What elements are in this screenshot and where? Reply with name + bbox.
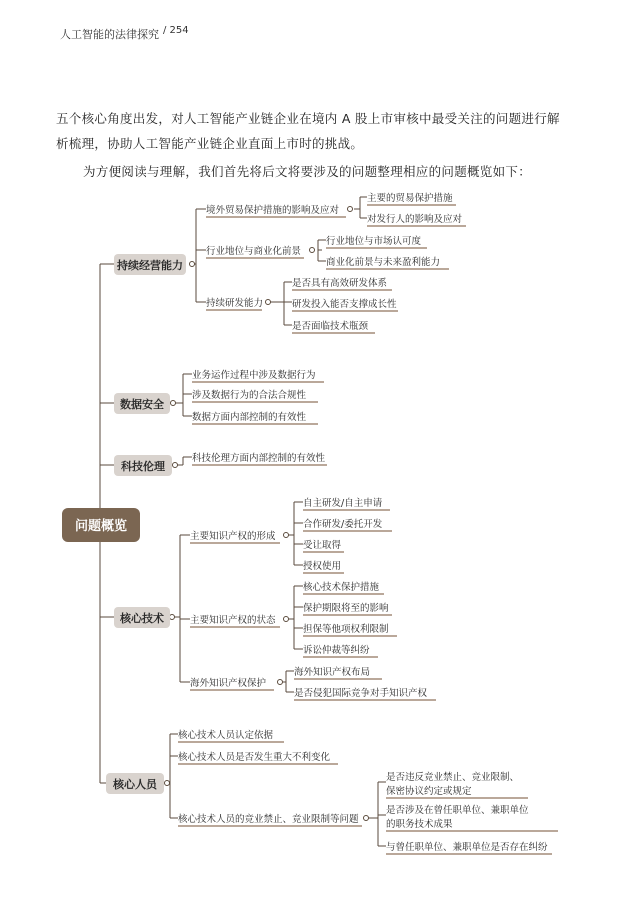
page-number: / 254: [163, 25, 189, 36]
leaf-personnel-basis: 核心技术人员认定依据: [178, 730, 274, 741]
leaf-cooperative-rd: 合作研发/委托开发: [303, 519, 383, 530]
leaf-expiring-protection: 保护期限将至的影响: [303, 603, 389, 614]
leaf-protection-measures: 核心技术保护措施: [303, 582, 380, 593]
leaf-personnel-change: 核心技术人员是否发生重大不利变化: [178, 752, 331, 763]
leaf-data-internal-control: 数据方面内部控制的有效性: [192, 412, 307, 423]
leaf-data-behavior: 业务运作过程中涉及数据行为: [192, 370, 316, 381]
leaf-rd-investment: 研发投入能否支撑成长性: [292, 299, 397, 310]
leaf-licensed-use: 授权使用: [303, 561, 342, 572]
leaf-impact-response: 对发行人的影响及应对: [367, 214, 463, 225]
leaf-labels: [178, 192, 548, 853]
branch-label-tech-ethics: 科技伦理: [121, 460, 165, 473]
intro-line-1: 五个核心角度出发，对人工智能产业链企业在境内 A 股上市审核中最受关注的问题进行解: [56, 111, 560, 126]
branch-label-core-technology: 核心技术: [120, 612, 164, 625]
running-header-title: 人工智能的法律探究: [60, 28, 159, 41]
leaf-assignment: 受让取得: [303, 540, 342, 551]
leaf-commercial-prospect: 商业化前景与未来盈利能力: [326, 257, 441, 268]
leaf-self-developed: 自主研发/自主申请: [303, 498, 383, 509]
sub-overseas-ip: 海外知识产权保护: [190, 678, 267, 689]
branch-label-sustainable-operation: 持续经营能力: [117, 259, 183, 272]
intro-line-3: 为方便阅读与理解，我们首先将后文将要涉及的问题整理相应的问题概览如下：: [83, 164, 532, 179]
leaf-encumbrance: 担保等他项权利限制: [303, 624, 389, 635]
leaf-service-invention-line1: 是否涉及在曾任职单位、兼职单位: [386, 805, 529, 816]
leaf-ethics-internal-control: 科技伦理方面内部控制的有效性: [192, 453, 326, 464]
leaf-service-invention-line2: 的职务技术成果: [386, 819, 453, 830]
leaf-violation-line1: 是否违反竞业禁止、竞业限制、: [386, 772, 520, 783]
branch-label-core-personnel: 核心人员: [113, 778, 157, 791]
sub-rd-capability: 持续研发能力: [206, 298, 264, 309]
leaf-litigation: 诉讼仲裁等纠纷: [303, 645, 370, 656]
branch-sustainable-operation: [114, 254, 186, 275]
leaf-main-measures: 主要的贸易保护措施: [367, 193, 453, 204]
branch-core-personnel: [106, 773, 164, 794]
root-label: 问题概览: [74, 519, 128, 534]
sub-non-compete: 核心技术人员的竞业禁止、竞业限制等问题: [178, 814, 359, 825]
leaf-data-compliance: 涉及数据行为的合法合规性: [192, 390, 307, 401]
leaf-rd-system: 是否具有高效研发体系: [292, 278, 388, 289]
sub-ip-formation: 主要知识产权的形成: [190, 531, 276, 542]
intro-line-2: 析梳理，协助人工智能产业链企业直面上市时的挑战。: [56, 136, 364, 151]
leaf-violation-line2: 保密协议约定或规定: [386, 786, 472, 797]
branch-tech-ethics: [114, 455, 172, 476]
leaf-tech-bottleneck: 是否面临技术瓶颈: [292, 321, 369, 332]
sub-ip-status: 主要知识产权的状态: [190, 615, 276, 626]
sub-industry-position: 行业地位与商业化前景: [206, 246, 302, 257]
branch-core-technology: [114, 607, 170, 628]
leaf-former-employer-dispute: 与曾任职单位、兼职单位是否存在纠纷: [386, 842, 548, 853]
root-node: [62, 508, 140, 542]
leaf-overseas-layout: 海外知识产权布局: [294, 667, 371, 678]
leaf-infringement: 是否侵犯国际竞争对手知识产权: [294, 688, 428, 699]
branch-data-security: [114, 393, 170, 414]
leaf-market-recognition: 行业地位与市场认可度: [326, 236, 422, 247]
sub-trade-protection: 境外贸易保护措施的影响及应对: [206, 205, 340, 216]
branch-label-data-security: 数据安全: [120, 398, 164, 411]
